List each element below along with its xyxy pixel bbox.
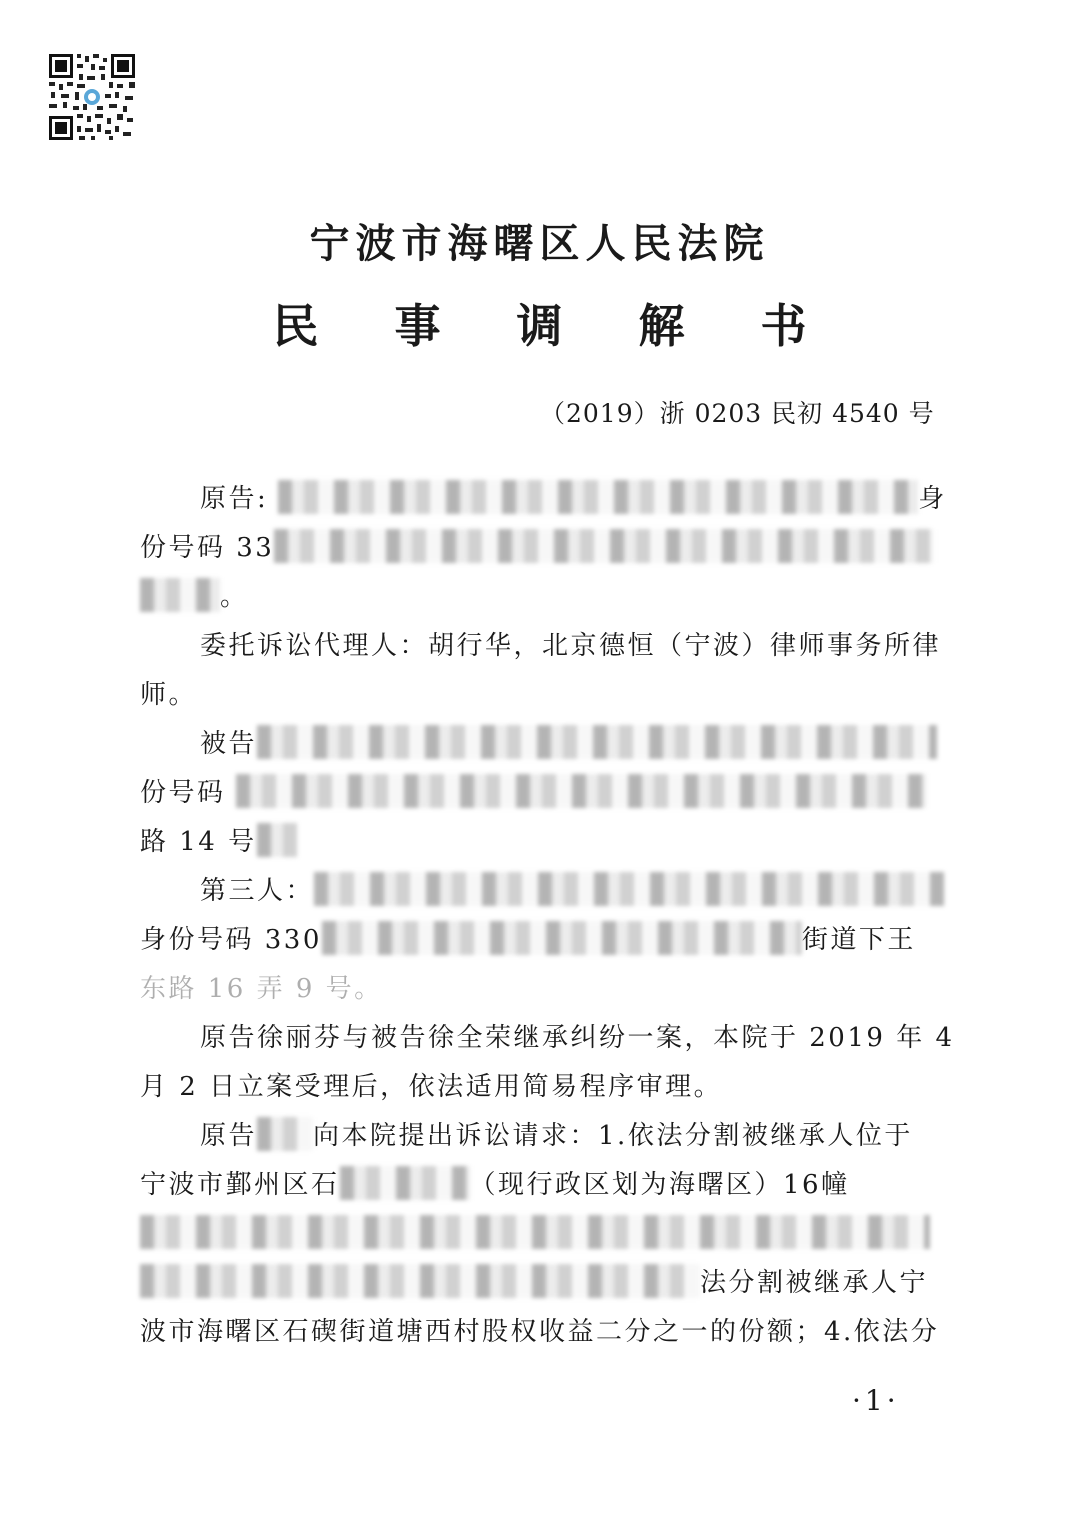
- claims-line2-start: 宁波市鄞州区石: [140, 1170, 340, 1200]
- redacted-block: [257, 1117, 313, 1151]
- third-party-line2-end: 街道下王: [801, 925, 916, 955]
- case-intro-paragraph: [140, 1014, 955, 1112]
- redacted-block: [236, 774, 926, 808]
- defendant-line3: 路 14 号: [140, 827, 257, 857]
- plaintiff-line3: 。: [220, 582, 249, 612]
- third-party-line3: 东路 16 弄 9 号。: [140, 974, 383, 1004]
- document-body: [140, 475, 955, 1357]
- agent-line2: 师。: [140, 680, 198, 710]
- case-number: （2019）浙 0203 民初 4540 号: [540, 399, 935, 428]
- claims-line2-end: （现行政区划为海曙区）16幢: [469, 1170, 850, 1200]
- agent-line1: 委托诉讼代理人：胡行华，北京德恒（宁波）律师事务所律: [200, 631, 942, 661]
- defendant-label: 被告: [200, 729, 258, 759]
- document-type: 民 事 调 解 书: [272, 299, 837, 353]
- claims-line1-start: 原告: [200, 1121, 258, 1151]
- court-name: 宁波市海曙区人民法院: [309, 220, 770, 267]
- third-party-id-label: 身份号码 330: [140, 925, 322, 955]
- page-number: ·1·: [852, 1384, 900, 1417]
- redacted-block: [140, 578, 220, 612]
- qr-code: [47, 52, 137, 142]
- redacted-block: [274, 529, 934, 563]
- plaintiff-id-label: 份号码 33: [140, 533, 275, 563]
- claims-line5: 波市海曙区石碶街道塘西村股权收益二分之一的份额；4.依法分: [140, 1317, 940, 1347]
- redacted-block: [257, 823, 297, 857]
- redacted-block: [140, 1264, 700, 1298]
- case-intro-line1: 原告徐丽芬与被告徐全荣继承纠纷一案，本院于 2019 年 4: [200, 1023, 955, 1053]
- agent-paragraph: [140, 622, 940, 720]
- case-intro-line2: 月 2 日立案受理后，依法适用简易程序审理。: [140, 1072, 723, 1102]
- redacted-block: [340, 1166, 470, 1200]
- plaintiff-paragraph: [140, 475, 947, 622]
- plaintiff-line1-end: 身: [918, 484, 947, 514]
- redacted-block: [314, 872, 944, 906]
- redacted-block: [140, 1215, 930, 1249]
- redacted-block: [278, 480, 918, 514]
- claims-line1-end: 向本院提出诉讼请求：1.依法分割被继承人位于: [313, 1121, 913, 1151]
- claims-paragraph: [140, 1112, 940, 1357]
- third-party-paragraph: [140, 867, 940, 1014]
- redacted-block: [322, 921, 802, 955]
- plaintiff-label: 原告:: [200, 484, 269, 514]
- defendant-id-label: 份号码: [140, 778, 226, 808]
- defendant-paragraph: [140, 720, 940, 867]
- claims-line4-end: 法分割被继承人宁: [700, 1268, 929, 1298]
- third-party-label: 第三人：: [200, 876, 315, 906]
- redacted-block: [257, 725, 937, 759]
